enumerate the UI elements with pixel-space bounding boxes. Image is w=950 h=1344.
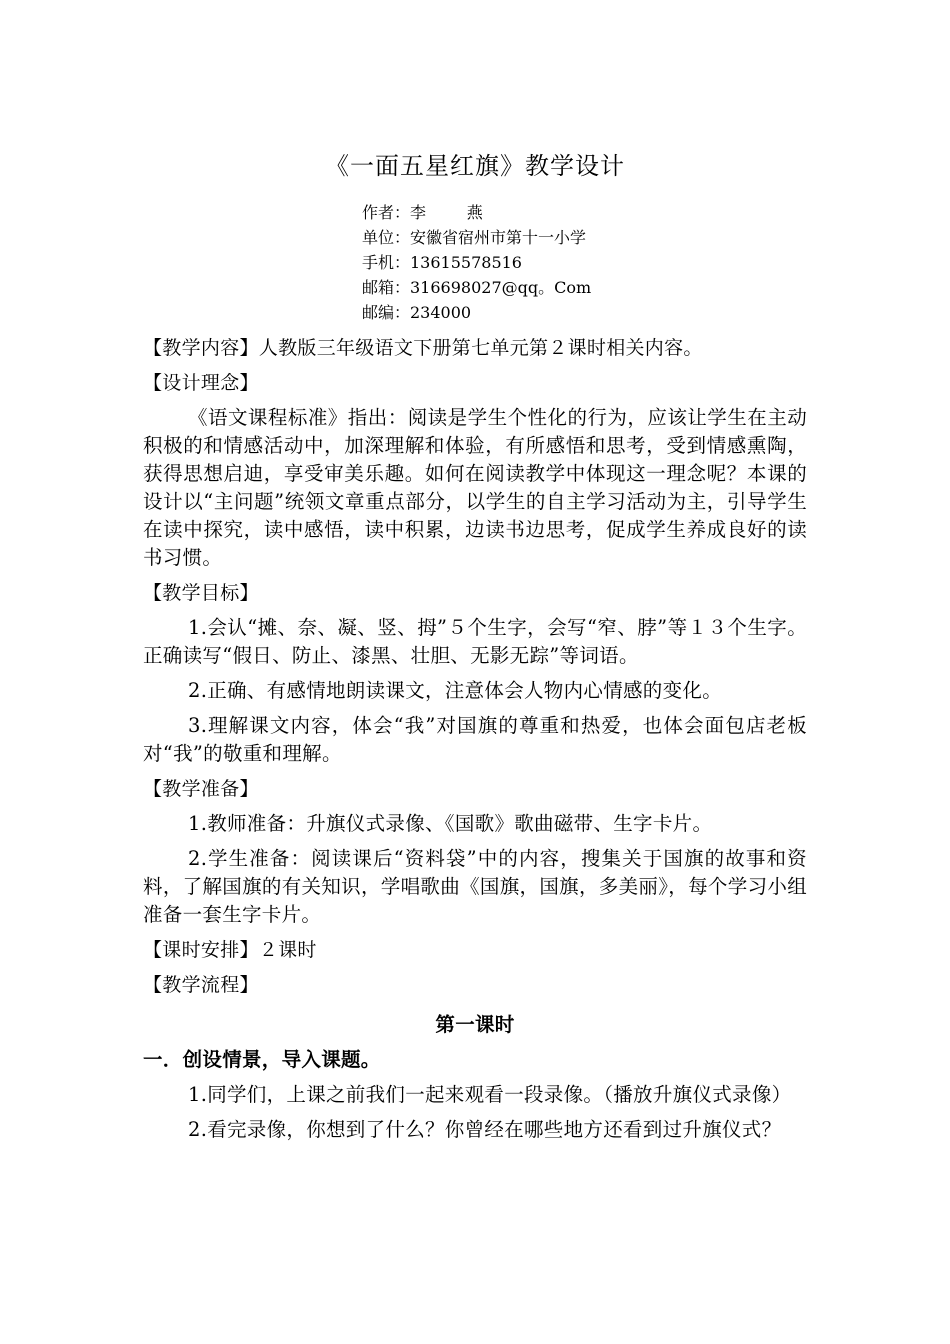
step-item: 2.看完录像，你想到了什么？你曾经在哪些地方还看到过升旗仪式？ <box>188 1118 782 1141</box>
goal-item: 3.理解课文内容，体会“我”对国旗的尊重和热爱，也体会面包店老板对“我”的敬重和理解。 <box>143 714 807 765</box>
document-title: 《一面五星红旗》教学设计 <box>325 152 625 180</box>
goal-item: 1.会认“摊、奈、凝、竖、拇”５个生字，会写“窄、脖”等１３个生字。正确读写“假日、防止、漆黑、壮胆、无影无踪”等词语。 <box>143 616 807 667</box>
teaching-content: 【教学内容】人教版三年级语文下册第七单元第２课时相关内容。 <box>143 337 703 359</box>
lesson-heading: 第一课时 <box>435 1013 515 1036</box>
prep-item: 2.学生准备：阅读课后“资料袋”中的内容，搜集关于国旗的故事和资料，了解国旗的有关知识，学唱歌曲《国旗，国旗，多美丽》，每个学习小组准备一套生字卡片。 <box>143 847 807 926</box>
author-line: 作者：李 燕 <box>362 203 483 222</box>
prep-item: 1.教师准备：升旗仪式录像、《国歌》歌曲磁带、生字卡片。 <box>188 812 713 835</box>
design-concept-heading: 【设计理念】 <box>143 372 259 394</box>
document-body <box>143 334 807 1151</box>
phone-line: 手机：13615578516 <box>362 253 522 272</box>
step-heading: 一．创设情景，导入课题。 <box>143 1048 381 1071</box>
goal-item: 2.正确、有感情地朗读课文，注意体会人物内心情感的变化。 <box>188 679 723 702</box>
postcode-line: 邮编：234000 <box>362 303 472 322</box>
flow-heading: 【教学流程】 <box>143 974 259 996</box>
prep-heading: 【教学准备】 <box>143 778 259 800</box>
author-info <box>362 200 591 325</box>
goals-heading: 【教学目标】 <box>143 582 259 604</box>
step-item: 1.同学们，上课之前我们一起来观看一段录像。（播放升旗仪式录像） <box>188 1083 792 1106</box>
schedule-line: 【课时安排】２课时 <box>143 939 317 961</box>
unit-line: 单位：安徽省宿州市第十一小学 <box>362 228 587 247</box>
email-line: 邮箱：316698027@qq。Com <box>362 278 592 297</box>
design-concept-paragraph: 《语文课程标准》指出：阅读是学生个性化的行为，应该让学生在主动积极的和情感活动中，加深理解和体验，有所感悟和思考，受到情感熏陶，获得思想启迪，享受审美乐趣。如何在阅读教学中体现这一理念呢？本课的设计以“主问题”统领文章重点部分，以学生的自主学习活动为主，引导学生在读中探究，读中感悟，读中积累，边读书边思考，促成学生养成良好的读书习惯。 <box>143 406 807 569</box>
